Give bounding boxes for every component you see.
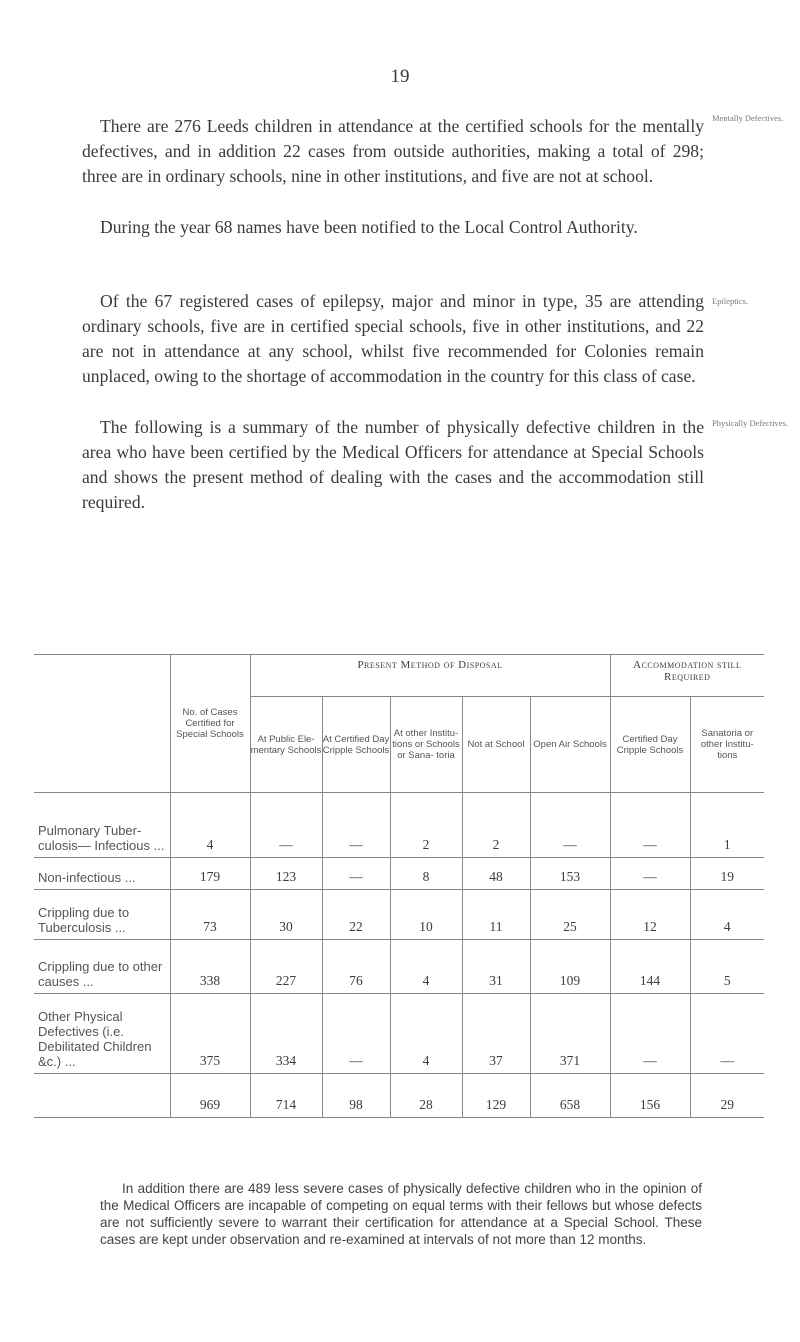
table-cell: 25 (530, 890, 610, 940)
table-cell: 73 (170, 890, 250, 940)
table-cell: — (610, 793, 690, 858)
table-cell: 1 (690, 793, 764, 858)
table-cell: 375 (170, 994, 250, 1074)
row-label: Crippling due to Tuberculosis ... (38, 905, 130, 935)
paragraph-notified (82, 215, 704, 240)
col-header-open-air: Open Air Schools (530, 697, 610, 793)
paragraph-physically-defectives (82, 415, 704, 515)
table-row (34, 940, 764, 994)
table-cell: 338 (170, 940, 250, 994)
table-cell: 109 (530, 940, 610, 994)
row-label: Pulmonary Tuber- culosis— Infectious ... (38, 823, 165, 853)
table-cell: 4 (170, 793, 250, 858)
table-cell: 19 (690, 858, 764, 890)
total-cell: 98 (322, 1074, 390, 1118)
margin-note-epileptics: Epileptics. (712, 296, 749, 306)
footnote (100, 1180, 702, 1248)
total-cell: 29 (690, 1074, 764, 1118)
table-cell: 371 (530, 994, 610, 1074)
table-cell: — (322, 994, 390, 1074)
table-cell: 37 (462, 994, 530, 1074)
total-cell: 658 (530, 1074, 610, 1118)
table-cell: 2 (390, 793, 462, 858)
paragraph-text: There are 276 Leeds children in attendance at the certified schools for the mentally defectives, and in addition 22 cases from outside authorities, making a total of 298; three are in ordinary schools, nine in other institutions, and five are not at school. (82, 116, 704, 186)
totals-label-blank (34, 1074, 170, 1118)
margin-note-mentally-defectives: Mentally Defectives. (712, 113, 784, 123)
col-header-other-inst: At other Institu- tions or Schools or Sana- toria (390, 697, 462, 793)
table-cell: 227 (250, 940, 322, 994)
row-label: Crippling due to other causes ... (38, 959, 163, 989)
table-cell: 76 (322, 940, 390, 994)
table-cell: 334 (250, 994, 322, 1074)
col-header-cert-day: Certified Day Cripple Schools (610, 697, 690, 793)
paragraph-mentally-defectives (82, 114, 704, 189)
table-cell: — (530, 793, 610, 858)
col-header-cripple: At Certified Day Cripple Schools (322, 697, 390, 793)
table-cell: 31 (462, 940, 530, 994)
table-cell: 10 (390, 890, 462, 940)
margin-note-physically-defectives: Physically Defectives. (712, 418, 789, 428)
totals-row (34, 1074, 764, 1118)
table-cell: 30 (250, 890, 322, 940)
col-header-sanatoria: Sanatoria or other Institu- tions (690, 697, 764, 793)
table-row (34, 994, 764, 1074)
table-cell: 11 (462, 890, 530, 940)
table-cell: 4 (390, 940, 462, 994)
col-header-certified: No. of Cases Certified for Special Schools (170, 655, 250, 793)
paragraph-text: Of the 67 registered cases of epilepsy, major and minor in type, 35 are attending ordinary schools, five are in certified special schools, five in other institutions, and 22 are not in attendance at any school, whilst five recommended for Colonies remain unplaced, owing to the shortage of accommodation in the country for this class of case. (82, 291, 704, 386)
group-header-accommodation: Accommodation still Required (610, 655, 764, 697)
table-row (34, 890, 764, 940)
paragraph-text: The following is a summary of the number of physically defective children in the area who have been certified by the Medical Officers for attendance at Special Schools and shows the present method of dealing with the cases and the accommodation still required. (82, 417, 704, 512)
table-cell: 4 (390, 994, 462, 1074)
group-header-present-method: Present Method of Disposal (250, 655, 610, 697)
total-cell: 969 (170, 1074, 250, 1118)
table-cell: — (250, 793, 322, 858)
table-cell: 8 (390, 858, 462, 890)
total-cell: 28 (390, 1074, 462, 1118)
table-cell: — (610, 858, 690, 890)
col-header-public: At Public Ele- mentary Schools (250, 697, 322, 793)
paragraph-epileptics (82, 289, 704, 389)
header-blank (34, 655, 170, 793)
table-cell: — (322, 858, 390, 890)
row-label: Other Physical Defectives (i.e. Debilitated Children &c.) ... (38, 1009, 152, 1069)
table-cell: 2 (462, 793, 530, 858)
page-number: 19 (390, 66, 410, 87)
col-header-not-school: Not at School (462, 697, 530, 793)
table-cell: — (690, 994, 764, 1074)
table-row (34, 858, 764, 890)
table-cell: 153 (530, 858, 610, 890)
row-label: Non-infectious ... (38, 870, 136, 885)
table-cell: 144 (610, 940, 690, 994)
table-cell: 123 (250, 858, 322, 890)
total-cell: 129 (462, 1074, 530, 1118)
table-cell: 22 (322, 890, 390, 940)
table-cell: 5 (690, 940, 764, 994)
total-cell: 156 (610, 1074, 690, 1118)
table-cell: — (610, 994, 690, 1074)
paragraph-text: During the year 68 names have been notified to the Local Control Authority. (100, 217, 638, 237)
footnote-text: In addition there are 489 less severe cases of physically defective children who in the opinion of the Medical Officers are incapable of competing on equal terms with their fellows but whose defects are not sufficiently severe to warrant their certification for attendance at a Special School. These cases are kept under observation and re-examined at intervals of not more than 12 months. (100, 1181, 702, 1247)
table-row (34, 793, 764, 858)
table-cell: — (322, 793, 390, 858)
table-cell: 12 (610, 890, 690, 940)
table-cell: 179 (170, 858, 250, 890)
summary-table (34, 654, 764, 1118)
table-cell: 48 (462, 858, 530, 890)
total-cell: 714 (250, 1074, 322, 1118)
table-cell: 4 (690, 890, 764, 940)
